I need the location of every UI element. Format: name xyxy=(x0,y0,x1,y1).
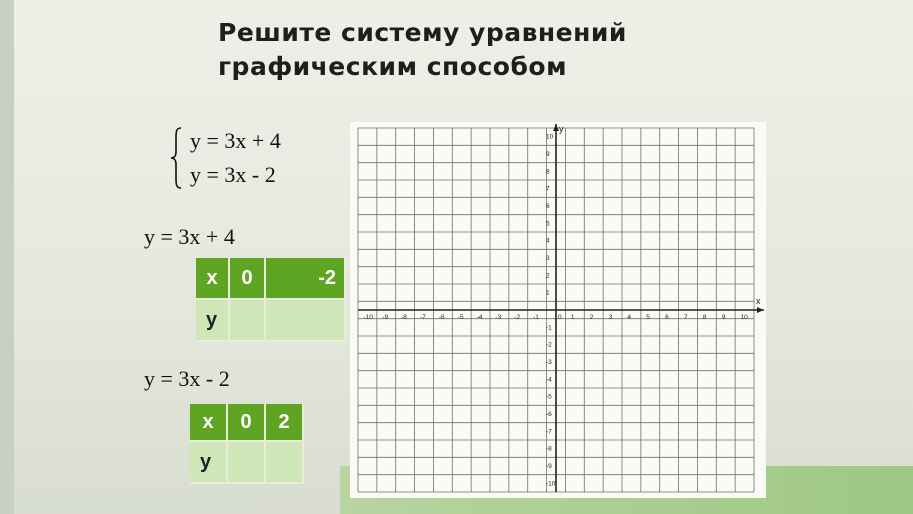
curly-brace-icon xyxy=(170,126,182,190)
y-tick-label: 3 xyxy=(546,255,550,262)
x-tick-label: -3 xyxy=(495,314,502,321)
x-tick-label: 1 xyxy=(570,314,575,321)
x-tick-label: -8 xyxy=(401,314,407,321)
x-tick-label: -4 xyxy=(476,314,483,321)
table1-x-value-1: 0 xyxy=(230,258,266,300)
coordinate-grid-svg xyxy=(350,122,766,498)
system-equation-2: y = 3x - 2 xyxy=(190,162,276,187)
table1-x-label: x xyxy=(196,258,230,300)
equation-1-heading: y = 3x + 4 xyxy=(144,224,235,249)
x-tick-label: 5 xyxy=(646,314,650,321)
y-tick-label: 10 xyxy=(546,133,554,141)
y-tick-label: -3 xyxy=(546,359,552,366)
y-axis-label: y xyxy=(559,124,564,134)
x-tick-label: -1 xyxy=(533,314,539,321)
y-tick-label: 5 xyxy=(546,220,550,228)
x-axis-label: x xyxy=(756,296,761,306)
x-tick-label: 2 xyxy=(589,314,594,321)
table1-y-value-1[interactable] xyxy=(230,300,266,342)
slide-title xyxy=(218,16,738,84)
x-tick-label: -7 xyxy=(420,314,426,321)
y-tick-label: -1 xyxy=(546,324,552,332)
x-tick-label: -10 xyxy=(363,314,373,321)
equation-system xyxy=(170,124,310,194)
table2-x-value-1: 0 xyxy=(228,404,266,442)
table2-y-value-1[interactable] xyxy=(228,442,266,484)
table1-y-value-2[interactable] xyxy=(266,300,346,342)
x-tick-label: 10 xyxy=(740,314,748,321)
y-tick-label: 7 xyxy=(546,185,550,193)
y-tick-label: -4 xyxy=(546,376,552,384)
y-tick-label: -10 xyxy=(546,480,556,488)
title-line-2: графическим способом xyxy=(218,52,568,81)
x-tick-label: 8 xyxy=(702,314,707,321)
y-tick-label: 2 xyxy=(546,272,550,280)
table1-x-value-2: -2 xyxy=(266,258,346,300)
table1-y-label: y xyxy=(196,300,230,342)
x-tick-label: 9 xyxy=(721,314,726,321)
y-tick-label: 1 xyxy=(546,289,550,297)
value-table-2 xyxy=(190,404,304,484)
x-tick-label: 0 xyxy=(558,314,562,321)
x-tick-label: -6 xyxy=(438,314,445,321)
equation-2-heading: y = 3x - 2 xyxy=(144,366,230,391)
x-axis-arrow-icon xyxy=(757,307,764,313)
system-equation-1: y = 3x + 4 xyxy=(190,128,281,153)
y-tick-label: -2 xyxy=(546,341,552,349)
y-tick-label: 4 xyxy=(546,237,550,245)
y-tick-label: -7 xyxy=(546,428,552,436)
y-tick-label: 9 xyxy=(546,151,550,158)
x-tick-label: 4 xyxy=(627,314,632,321)
x-tick-label: 3 xyxy=(608,314,613,321)
y-tick-label: -9 xyxy=(546,463,552,470)
title-line-1: Решите систему уравнений xyxy=(218,18,627,47)
x-tick-label: -5 xyxy=(457,314,464,321)
table2-y-label: y xyxy=(190,442,228,484)
x-tick-label: -2 xyxy=(514,314,521,321)
table2-x-value-2: 2 xyxy=(266,404,304,442)
value-table-1 xyxy=(196,258,346,342)
x-tick-label: -9 xyxy=(382,314,389,321)
y-tick-label: -6 xyxy=(546,411,552,418)
table2-y-value-2[interactable] xyxy=(266,442,304,484)
x-tick-label: 6 xyxy=(665,314,669,321)
y-tick-label: 8 xyxy=(546,168,550,176)
y-tick-label: -5 xyxy=(546,393,552,401)
y-tick-label: 6 xyxy=(546,203,550,210)
table2-x-label: x xyxy=(190,404,228,442)
coordinate-plane xyxy=(350,122,766,498)
x-tick-label: 7 xyxy=(684,314,688,321)
y-tick-label: -8 xyxy=(546,445,552,453)
